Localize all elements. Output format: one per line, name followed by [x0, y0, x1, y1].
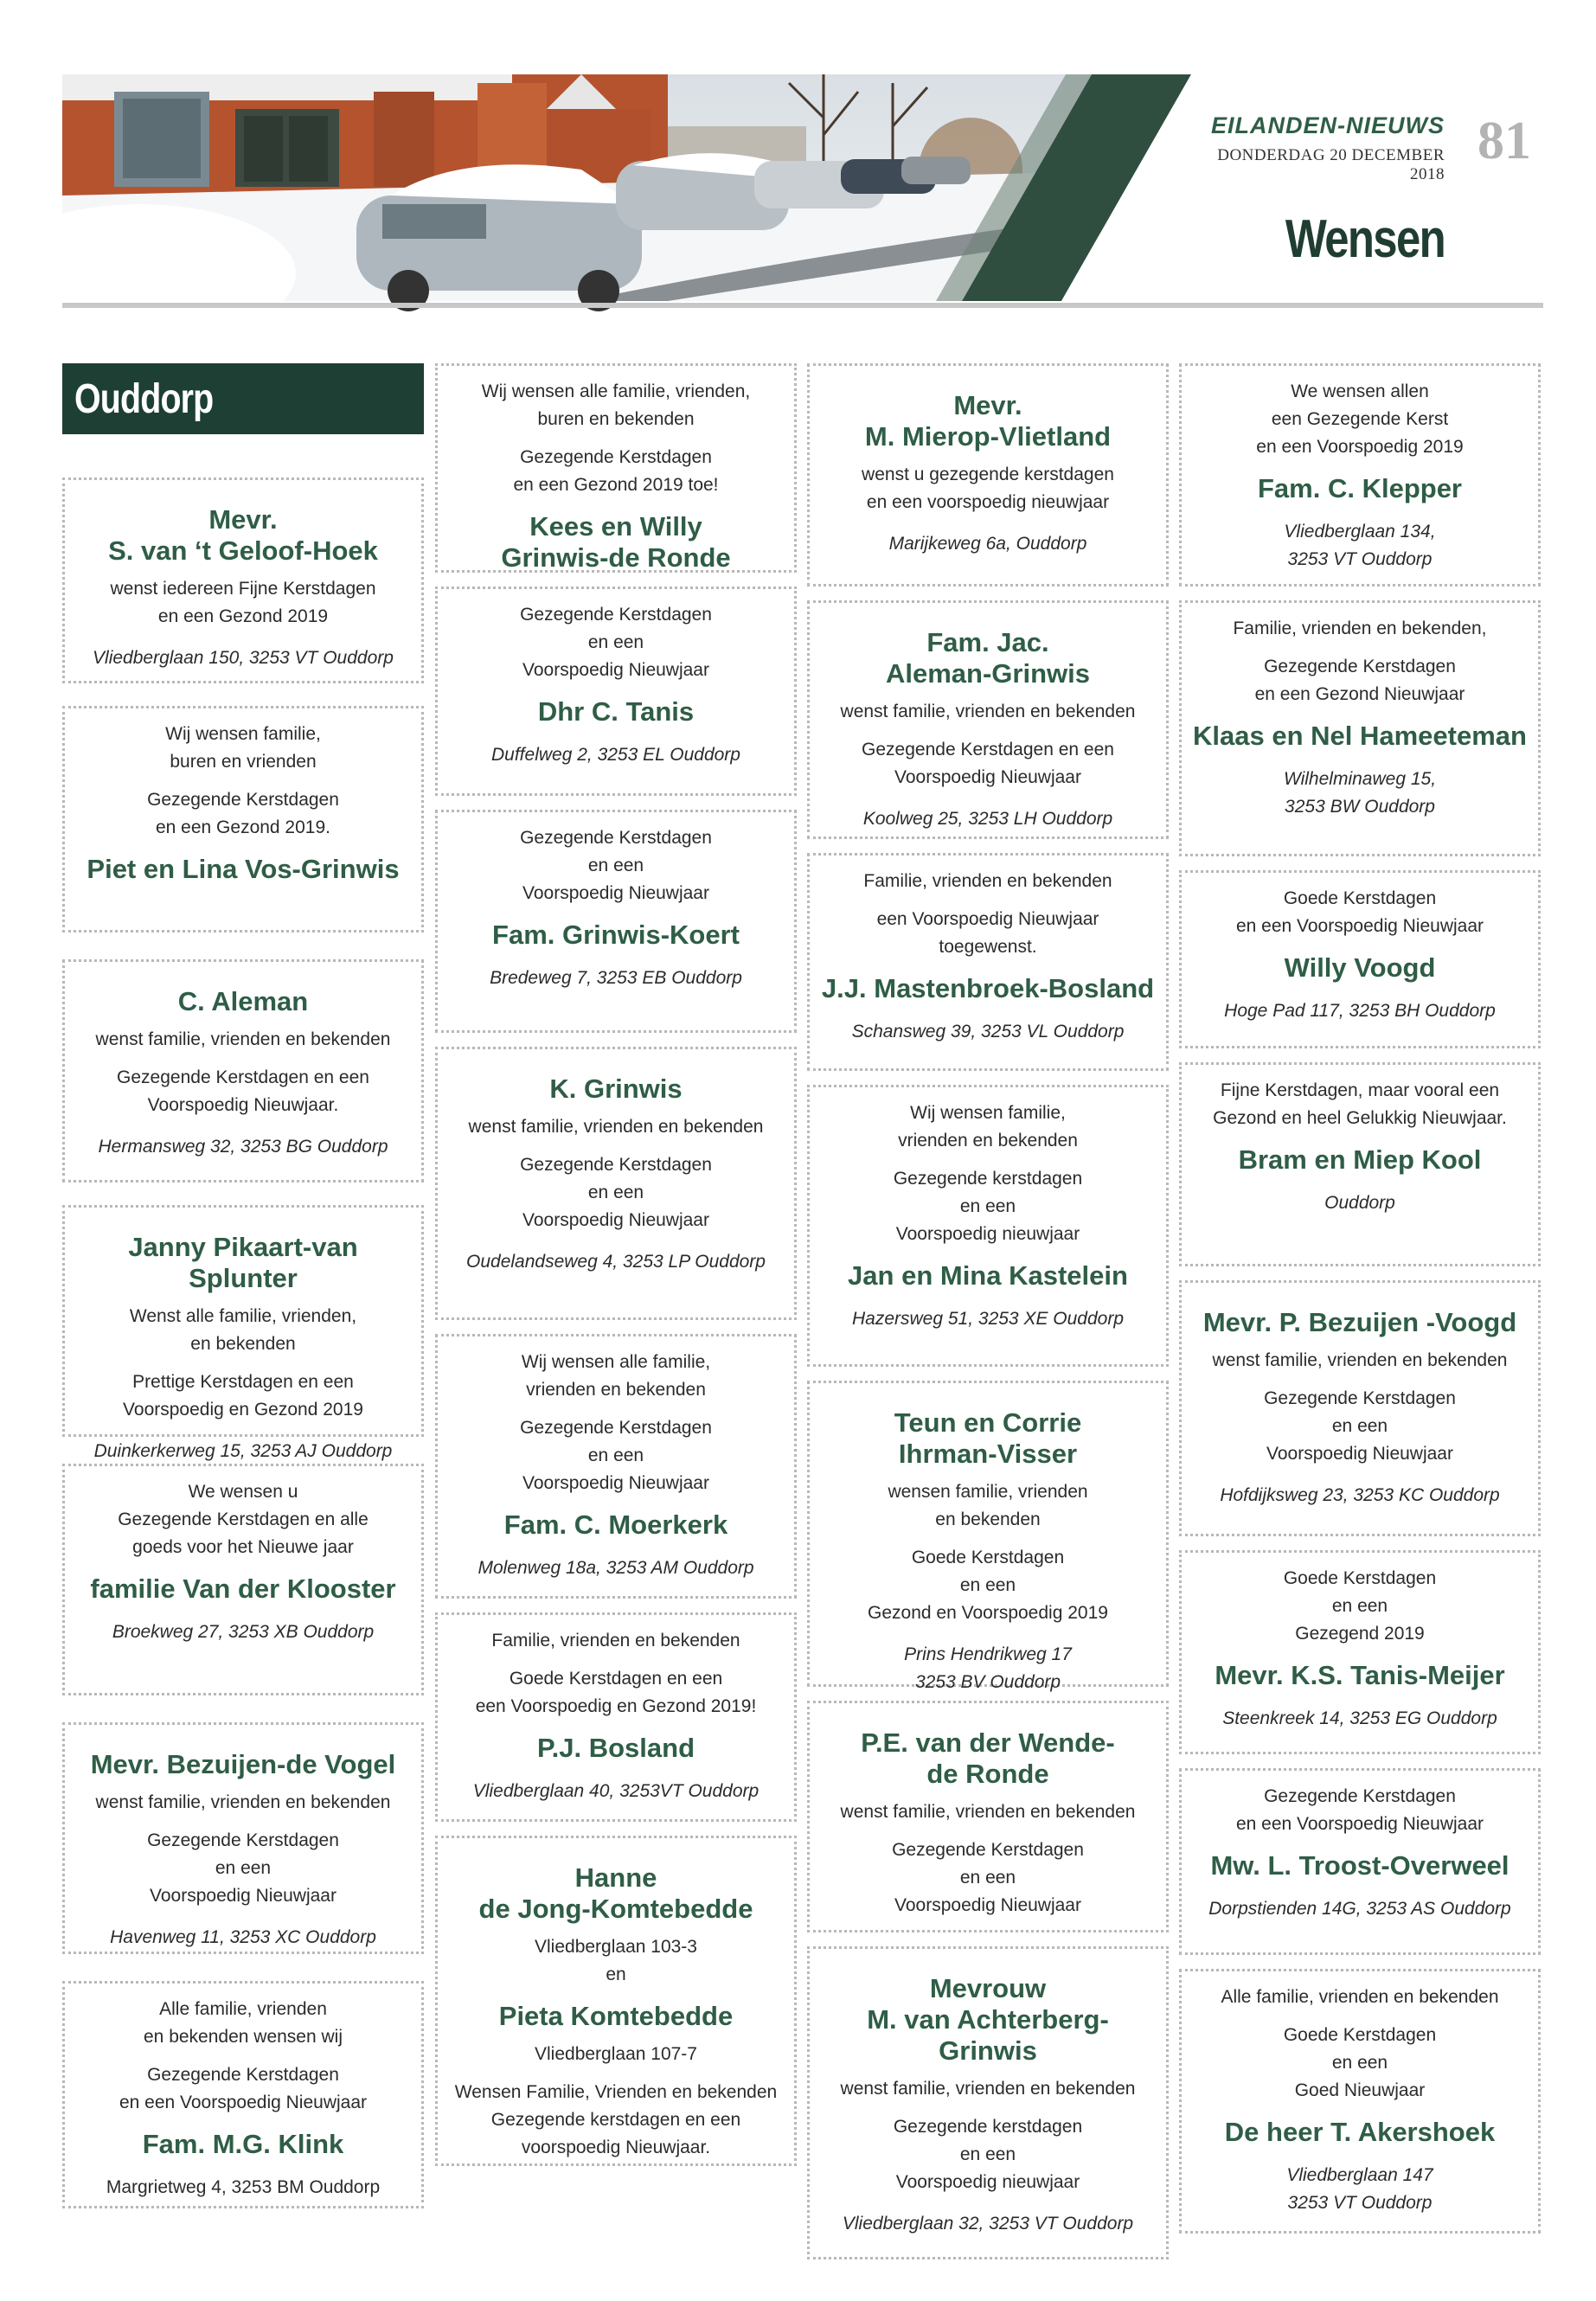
sender-name-line: C. Aleman — [177, 986, 309, 1016]
wish-text: wenst familie, vrienden en bekenden — [840, 1802, 1136, 1822]
address-line: Vliedberglaan 147 — [1286, 2165, 1433, 2185]
wish-text: Wensen Familie, Vrienden en bekenden — [454, 2082, 778, 2102]
page-number: 81 — [1477, 112, 1531, 170]
wish-sender-name — [446, 2001, 785, 2032]
sender-name-line: S. van ‘t Geloof-Hoek — [108, 535, 378, 566]
wish-text: Wij wensen alle familie, — [521, 1352, 711, 1372]
sender-name-line: P.J. Bosland — [536, 1733, 695, 1763]
wish-text: Gezegende Kerstdagen — [147, 790, 339, 810]
wish-text: Gezond en Voorspoedig 2019 — [868, 1603, 1108, 1623]
wish-address — [1190, 1189, 1529, 1217]
wish-text: en een Voorspoedig Nieuwjaar — [1235, 1814, 1484, 1834]
wish-text: Familie, vrienden en bekenden — [863, 871, 1112, 891]
wish-text: en een — [959, 2144, 1016, 2164]
wish-box — [62, 1981, 424, 2208]
address-line: Ouddorp — [1324, 1193, 1395, 1213]
wish-sender-name — [1190, 721, 1529, 752]
wish-text: wenst u gezegende kerstdagen — [862, 465, 1114, 484]
wish-text: Gezegende Kerstdagen en alle — [118, 1509, 369, 1529]
sender-name-line: Teun en Corrie — [894, 1407, 1082, 1438]
brand-logo: EILANDEN-NIEUWS — [1211, 112, 1445, 138]
wish-text: vrienden en bekenden — [898, 1131, 1078, 1150]
spacer — [818, 726, 1157, 736]
wish-text: Gezegende Kerstdagen — [520, 828, 712, 848]
wish-text: en een voorspoedig nieuwjaar — [866, 492, 1110, 512]
sender-name-line: Mevr. P. Bezuijen -Voogd — [1202, 1307, 1517, 1337]
wish-text: Gezegende Kerstdagen — [520, 1155, 712, 1175]
sender-name-line: Klaas en Nel Hameeteman — [1193, 721, 1527, 751]
wish-box — [1179, 1062, 1541, 1266]
wish-text: en bekenden — [935, 1509, 1041, 1529]
wish-text: Voorspoedig Nieuwjaar — [894, 1895, 1081, 1915]
wish-text: Goede Kerstdagen — [1283, 888, 1437, 908]
wish-text: Familie, vrienden en bekenden, — [1233, 619, 1487, 638]
wish-address — [1190, 2162, 1529, 2217]
wish-text: Gezegende Kerstdagen — [1264, 1388, 1456, 1408]
wish-text: en een — [1331, 1596, 1388, 1616]
wish-address — [818, 1305, 1157, 1333]
wish-text: Voorspoedig nieuwjaar — [895, 2172, 1080, 2192]
wish-text: Vliedberglaan 103-3 — [535, 1937, 697, 1957]
sender-name-line: Fam. C. Moerkerk — [503, 1509, 728, 1540]
wish-sender-name — [74, 504, 413, 567]
spacer — [1190, 643, 1529, 653]
wish-text: Gezegende Kerstdagen — [520, 1418, 712, 1438]
wish-sender-name — [74, 854, 413, 885]
wish-box — [62, 478, 424, 683]
sender-name-line: P.E. van der Wende- — [861, 1727, 1115, 1758]
address-line: Vliedberglaan 32, 3253 VT Ouddorp — [842, 2214, 1134, 2234]
address-line: Koolweg 25, 3253 LH Ouddorp — [862, 809, 1113, 829]
wish-text: en een — [215, 1858, 272, 1878]
wish-sender-name — [74, 1232, 413, 1294]
spacer — [446, 1404, 785, 1414]
address-line: Oudelandseweg 4, 3253 LP Ouddorp — [466, 1252, 766, 1272]
wish-text: Fijne Kerstdagen, maar vooral een — [1220, 1080, 1500, 1100]
sender-name-line: Jan en Mina Kastelein — [848, 1260, 1128, 1291]
wish-box — [62, 1722, 424, 1954]
wish-box — [807, 1085, 1169, 1367]
spacer — [818, 1155, 1157, 1165]
address-line: 3253 BV Ouddorp — [914, 1672, 1061, 1692]
spacer — [818, 1534, 1157, 1544]
sender-name-line: Mevrouw — [929, 1973, 1047, 2003]
wish-sender-name — [818, 1407, 1157, 1470]
sender-name-line: Fam. M.G. Klink — [142, 2129, 344, 2159]
wish-box — [435, 1047, 797, 1320]
sender-name-line: Aleman-Grinwis — [886, 658, 1090, 689]
wish-text: en een — [587, 1445, 644, 1465]
wish-address — [1190, 518, 1529, 574]
address-line: Vliedberglaan 150, 3253 VT Ouddorp — [93, 648, 394, 668]
wish-text: en bekenden — [190, 1334, 296, 1354]
address-line: Havenweg 11, 3253 XC Ouddorp — [110, 1927, 376, 1947]
wish-text: en bekenden wensen wij — [144, 2027, 343, 2047]
wish-text: Gezegende kerstdagen en een — [490, 2110, 741, 2130]
wish-text: Gezegende Kerstdagen — [1264, 657, 1456, 676]
wish-sender-name — [1190, 1850, 1529, 1881]
address-line: Vliedberglaan 40, 3253VT Ouddorp — [472, 1781, 760, 1801]
wish-sender-name — [74, 1574, 413, 1605]
sender-name-line: familie Van der Klooster — [90, 1574, 396, 1604]
wish-text: Wenst alle familie, vrienden, — [129, 1306, 357, 1326]
wish-sender-name — [1190, 2117, 1529, 2148]
wish-address — [818, 530, 1157, 558]
spacer — [74, 1817, 413, 1827]
wish-address — [74, 2174, 413, 2202]
wish-text: Gezegende kerstdagen — [893, 1169, 1083, 1189]
wish-sender-name — [818, 1260, 1157, 1292]
address-line: Hazersweg 51, 3253 XE Ouddorp — [851, 1309, 1125, 1329]
column-2 — [435, 363, 797, 2166]
wish-address — [74, 644, 413, 672]
wish-address — [818, 1018, 1157, 1046]
address-line: 3253 VT Ouddorp — [1287, 549, 1433, 569]
column-4 — [1179, 363, 1541, 2234]
wish-sender-name — [1190, 1660, 1529, 1691]
wish-box — [435, 1334, 797, 1599]
wish-address — [1190, 1895, 1529, 1923]
spacer — [818, 2103, 1157, 2113]
wish-address — [1190, 997, 1529, 1025]
spacer — [74, 1054, 413, 1064]
sender-name-line: Mevr. — [953, 390, 1022, 420]
wish-text: en een Gezond 2019 toe! — [513, 475, 719, 495]
address-line: Bredeweg 7, 3253 EB Ouddorp — [490, 968, 742, 988]
sender-name-line: Ihrman-Visser — [898, 1439, 1078, 1469]
wish-sender-name — [446, 1074, 785, 1105]
address-line: 3253 BW Ouddorp — [1285, 797, 1435, 817]
wish-text: wenst familie, vrienden en bekenden — [95, 1792, 391, 1812]
wish-box — [807, 363, 1169, 586]
wish-sender-name — [1190, 473, 1529, 504]
wish-sender-name — [446, 1509, 785, 1541]
masthead — [1194, 112, 1445, 270]
wish-box — [807, 1946, 1169, 2259]
wish-text: Gezegend 2019 — [1295, 1624, 1425, 1644]
column-3 — [807, 363, 1169, 2259]
column-1 — [62, 363, 424, 2208]
wish-sender-name — [446, 1862, 785, 1925]
wish-box — [807, 1381, 1169, 1692]
wish-text: goeds voor het Nieuwe jaar — [132, 1537, 354, 1557]
issue-date: DONDERDAG 20 DECEMBER 2018 — [1217, 146, 1445, 183]
address-line: Wilhelminaweg 15, — [1283, 769, 1437, 789]
address-line: Molenweg 18a, 3253 AM Ouddorp — [478, 1558, 754, 1578]
wish-address — [1190, 1705, 1529, 1733]
wish-address — [818, 805, 1157, 833]
wish-text: Goed Nieuwjaar — [1294, 2080, 1426, 2100]
spacer — [446, 2068, 785, 2079]
wish-address — [446, 965, 785, 992]
sender-name-line: Pieta Komtebedde — [498, 2001, 734, 2031]
wish-text: een Voorspoedig en Gezond 2019! — [475, 1696, 757, 1716]
wish-text: Prettige Kerstdagen en een — [132, 1372, 354, 1392]
town-name: Ouddorp — [74, 375, 214, 422]
wish-address — [74, 1133, 413, 1161]
sender-name-line: Fam. Jac. — [926, 627, 1049, 657]
wish-box — [62, 706, 424, 933]
wish-address — [446, 1778, 785, 1805]
wish-box — [1179, 1550, 1541, 1754]
wish-sender-name — [818, 1973, 1157, 2067]
wish-text: wenst familie, vrienden en bekenden — [95, 1029, 391, 1049]
wish-text: Voorspoedig Nieuwjaar — [522, 660, 709, 680]
wish-text: Gezegende Kerstdagen — [520, 447, 712, 467]
wish-text: Voorspoedig Nieuwjaar — [522, 1473, 709, 1493]
spacer — [1190, 2011, 1529, 2022]
address-line: Broekweg 27, 3253 XB Ouddorp — [112, 1622, 375, 1642]
wish-text: Gezegende Kerstdagen — [147, 2065, 339, 2085]
wish-text: en een — [959, 1868, 1016, 1888]
wish-text: wenst familie, vrienden en bekenden — [840, 702, 1136, 721]
sender-name-line: de Ronde — [926, 1759, 1049, 1789]
wish-box — [62, 959, 424, 1183]
address-line: Prins Hendrikweg 17 — [904, 1644, 1072, 1664]
wish-text: Gezond en heel Gelukkig Nieuwjaar. — [1213, 1108, 1507, 1128]
wish-text: Gezegende kerstdagen — [893, 2117, 1083, 2137]
spacer — [74, 1358, 413, 1368]
address-line: Hermansweg 32, 3253 BG Ouddorp — [98, 1137, 388, 1157]
sender-name-line: Mevr. Bezuijen-de Vogel — [90, 1749, 396, 1779]
sender-name-line: Mw. L. Troost-Overweel — [1210, 1850, 1509, 1881]
wish-sender-name — [446, 1733, 785, 1764]
wish-text: Voorspoedig Nieuwjaar — [522, 883, 709, 903]
wish-text: We wensen allen — [1291, 381, 1429, 401]
wish-text: Gezegende Kerstdagen — [520, 605, 712, 625]
address-line: Hofdijksweg 23, 3253 KC Ouddorp — [1220, 1485, 1500, 1505]
wish-text: en een — [587, 1183, 644, 1202]
section-title: Wensen — [1285, 209, 1445, 269]
town-header — [62, 363, 424, 434]
wish-text: Alle familie, vrienden en bekenden — [1221, 1987, 1499, 2007]
wish-text: en een Voorspoedig Nieuwjaar — [119, 2093, 368, 2112]
wish-sender-name — [74, 2129, 413, 2160]
wish-text: vrienden en bekenden — [526, 1380, 706, 1400]
wish-text: en — [606, 1965, 626, 1984]
sender-name-line: Grinwis-de Ronde — [501, 542, 731, 573]
wish-sender-name — [74, 1749, 413, 1780]
wish-sender-name — [818, 973, 1157, 1004]
spacer — [818, 1826, 1157, 1836]
wish-box — [1179, 600, 1541, 856]
sender-name-line: Bram en Miep Kool — [1238, 1144, 1482, 1175]
spacer — [1190, 1375, 1529, 1385]
wish-text: toegewenst. — [939, 937, 1037, 957]
wish-text: Gezegende Kerstdagen — [1264, 1786, 1456, 1806]
wish-text: Gezegende Kerstdagen — [892, 1840, 1084, 1860]
wish-text: Goede Kerstdagen — [1283, 1568, 1437, 1588]
sender-name-line: Grinwis — [939, 2035, 1037, 2066]
wish-text: Vliedberglaan 107-7 — [535, 2044, 697, 2064]
address-line: Marijkeweg 6a, Ouddorp — [888, 534, 1087, 554]
address-line: Duffelweg 2, 3253 EL Ouddorp — [491, 745, 740, 765]
wish-sender-name — [818, 1727, 1157, 1790]
wish-text: Voorspoedig Nieuwjaar — [522, 1210, 709, 1230]
wish-sender-name — [818, 390, 1157, 452]
wish-text: Alle familie, vrienden — [159, 1999, 327, 2019]
wish-address — [74, 1924, 413, 1952]
wish-box — [435, 1612, 797, 1822]
sender-name-line: Fam. C. Klepper — [1258, 473, 1462, 503]
wish-text: en een Voorspoedig 2019 — [1256, 437, 1464, 457]
wish-sender-name — [446, 696, 785, 727]
wish-address — [1190, 766, 1529, 821]
wish-text: voorspoedig Nieuwjaar. — [521, 2138, 711, 2157]
wish-text: Voorspoedig Nieuwjaar — [150, 1886, 337, 1906]
spacer — [446, 433, 785, 444]
wish-address — [446, 1554, 785, 1582]
wish-text: wenst familie, vrienden en bekenden — [1212, 1350, 1508, 1370]
sender-name-line: M. van Achterberg- — [867, 2004, 1109, 2035]
wish-text: Voorspoedig Nieuwjaar — [894, 767, 1081, 787]
address-line: Hoge Pad 117, 3253 BH Ouddorp — [1224, 1001, 1496, 1021]
sender-name-line: Mevr. — [208, 504, 278, 535]
wish-box — [807, 853, 1169, 1071]
wish-address — [446, 741, 785, 769]
spacer — [446, 1141, 785, 1151]
wish-text: Gezegende Kerstdagen — [147, 1830, 339, 1850]
sender-name-line: Piet en Lina Vos-Grinwis — [87, 854, 400, 884]
wish-box — [1179, 1768, 1541, 1955]
wish-text: buren en bekenden — [537, 409, 695, 429]
wish-text: Familie, vrienden en bekenden — [491, 1631, 740, 1650]
header-divider — [62, 303, 1543, 308]
sender-name-line: Hanne — [574, 1862, 657, 1893]
wish-sender-name — [446, 511, 785, 574]
wish-box — [1179, 1280, 1541, 1536]
wish-sender-name — [818, 627, 1157, 689]
wish-text: buren en vrienden — [170, 752, 317, 772]
sender-name-line: J.J. Mastenbroek-Bosland — [821, 973, 1155, 1003]
wish-text: Wij wensen familie, — [910, 1103, 1066, 1123]
wish-text: We wensen u — [188, 1482, 298, 1502]
wish-text: Voorspoedig nieuwjaar — [895, 1224, 1080, 1244]
wish-text: Voorspoedig Nieuwjaar — [1266, 1444, 1453, 1464]
wish-text: en een Gezond 2019 — [157, 606, 329, 626]
wish-address — [446, 1248, 785, 1276]
wish-text: een Gezegende Kerst — [1271, 409, 1449, 429]
spacer — [818, 895, 1157, 906]
wish-box — [1179, 1969, 1541, 2234]
wish-text: en een Gezond 2019. — [155, 817, 330, 837]
wish-text: Voorspoedig Nieuwjaar. — [147, 1095, 339, 1115]
wish-text: wenst familie, vrienden en bekenden — [468, 1117, 764, 1137]
sender-name-line: Mevr. K.S. Tanis-Meijer — [1215, 1660, 1505, 1690]
address-line: Dorpstienden 14G, 3253 AS Ouddorp — [1208, 1899, 1511, 1919]
wish-text: wenst familie, vrienden en bekenden — [840, 2079, 1136, 2099]
sender-name-line: Fam. Grinwis-Koert — [492, 920, 740, 950]
wish-text: en een — [959, 1196, 1016, 1216]
wish-address — [74, 1438, 413, 1465]
wish-box — [1179, 363, 1541, 586]
wish-text: en een Gezond Nieuwjaar — [1254, 684, 1465, 704]
wish-box — [1179, 870, 1541, 1048]
wish-text: en een Voorspoedig Nieuwjaar — [1235, 916, 1484, 936]
wish-text: en een — [1331, 2053, 1388, 2073]
wish-text: Goede Kerstdagen — [1283, 2025, 1437, 2045]
wish-box — [435, 1836, 797, 2166]
address-line: Schansweg 39, 3253 VL Ouddorp — [851, 1022, 1125, 1042]
wish-address — [74, 1618, 413, 1646]
wish-text: een Voorspoedig Nieuwjaar — [876, 909, 1099, 929]
wish-box — [807, 600, 1169, 839]
wish-sender-name — [1190, 1307, 1529, 1338]
wish-text: en een — [587, 856, 644, 875]
wish-text: Wij wensen alle familie, vrienden, — [481, 381, 751, 401]
spacer — [74, 2051, 413, 2061]
sender-name-line: Janny Pikaart-van Splunter — [128, 1232, 358, 1293]
wish-text: wenst iedereen Fijne Kerstdagen — [110, 579, 376, 599]
spacer — [446, 1655, 785, 1665]
address-line: 3253 VT Ouddorp — [1287, 2193, 1433, 2213]
address-line: Steenkreek 14, 3253 EG Ouddorp — [1222, 1708, 1497, 1728]
sender-name-line: Dhr C. Tanis — [537, 696, 695, 727]
wish-sender-name — [1190, 952, 1529, 984]
wish-text: Goede Kerstdagen en een — [509, 1669, 723, 1689]
address-line: Vliedberglaan 134, — [1284, 522, 1436, 542]
wish-box — [62, 1205, 424, 1461]
wish-box — [435, 810, 797, 1033]
wish-address — [818, 2210, 1157, 2238]
address-line: Duinkerkerweg 15, 3253 AJ Ouddorp — [93, 1441, 393, 1461]
wish-text: Gezegende Kerstdagen en een — [117, 1067, 369, 1087]
wish-text: Wij wensen familie, — [165, 724, 321, 744]
wish-sender-name — [74, 986, 413, 1017]
wish-sender-name — [446, 920, 785, 951]
wish-box — [62, 1464, 424, 1695]
wish-text: Voorspoedig en Gezond 2019 — [123, 1400, 363, 1420]
wish-text: en een — [959, 1575, 1016, 1595]
header-photo-snowy-street — [62, 74, 1191, 301]
wish-box — [435, 363, 797, 573]
sender-name-line: Willy Voogd — [1284, 952, 1436, 983]
wish-address — [1190, 1482, 1529, 1509]
wish-text: wensen familie, vrienden — [888, 1482, 1088, 1502]
sender-name-line: M. Mierop-Vlietland — [864, 421, 1112, 452]
wish-text: Goede Kerstdagen — [911, 1548, 1065, 1567]
sender-name-line: K. Grinwis — [549, 1074, 683, 1104]
wish-box — [807, 1701, 1169, 1932]
sender-name-line: Kees en Willy — [529, 511, 702, 542]
wish-text: Gezegende Kerstdagen en een — [862, 740, 1114, 760]
sender-name-line: de Jong-Komtebedde — [478, 1894, 753, 1924]
wish-sender-name — [1190, 1144, 1529, 1176]
wish-text: en een — [587, 632, 644, 652]
wish-text: en een — [1331, 1416, 1388, 1436]
wish-address — [818, 1641, 1157, 1696]
address-line: Margrietweg 4, 3253 BM Ouddorp — [106, 2177, 381, 2197]
spacer — [74, 776, 413, 786]
wish-box — [435, 586, 797, 796]
sender-name-line: De heer T. Akershoek — [1224, 2117, 1496, 2147]
